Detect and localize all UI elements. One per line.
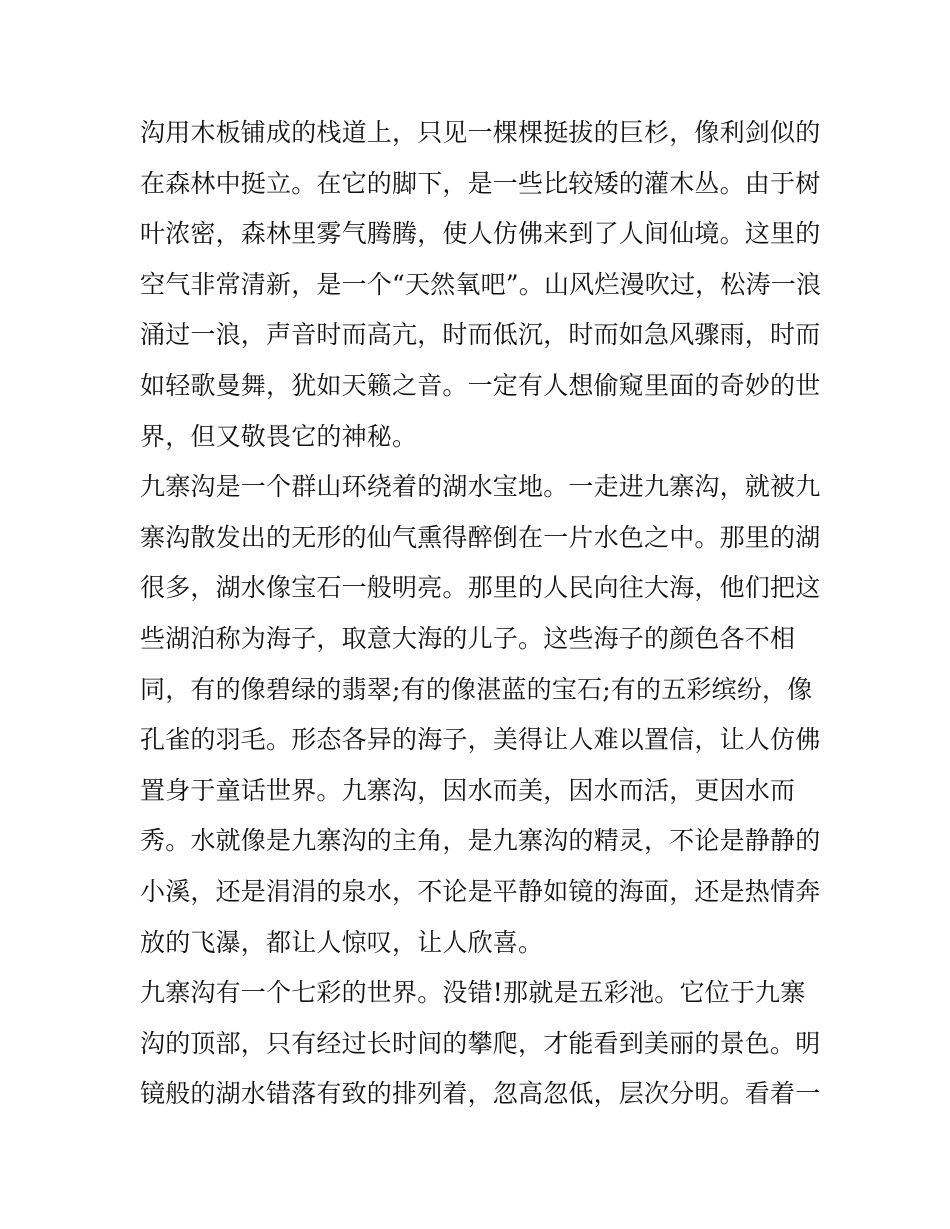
text-line: 很多，湖水像宝石一般明亮。那里的人民向往大海，他们把这: [140, 573, 821, 603]
text-line: 孔雀的羽毛。形态各异的海子，美得让人难以置信，让人仿佛: [140, 725, 821, 755]
text-line: 空气非常清新，是一个“天然氧吧”。山风烂漫吹过，松涛一浪: [140, 269, 822, 299]
text-line: 些湖泊称为海子，取意大海的儿子。这些海子的颜色各不相: [140, 623, 796, 653]
text-line: 同，有的像碧绿的翡翠;有的像湛蓝的宝石;有的五彩缤纷，像: [140, 674, 813, 704]
text-line: 寨沟散发出的无形的仙气熏得醉倒在一片水色之中。那里的湖: [140, 522, 821, 552]
text-line: 如轻歌曼舞，犹如天籁之音。一定有人想偷窥里面的奇妙的世: [140, 370, 821, 400]
text-line: 九寨沟是一个群山环绕着的湖水宝地。一走进九寨沟，就被九: [140, 472, 821, 502]
text-line: 置身于童话世界。九寨沟，因水而美，因水而活，更因水而: [140, 775, 796, 805]
text-line: 界，但又敬畏它的神秘。: [140, 421, 418, 451]
text-line: 在森林中挺立。在它的脚下，是一些比较矮的灌木丛。由于树: [140, 168, 821, 198]
text-line: 放的飞瀑，都让人惊叹，让人欣喜。: [140, 927, 544, 957]
text-line: 沟的顶部，只有经过长时间的攀爬，才能看到美丽的景色。明: [140, 1028, 821, 1058]
text-line: 九寨沟有一个七彩的世界。没错!那就是五彩池。它位于九寨: [140, 978, 806, 1008]
text-line: 镜般的湖水错落有致的排列着，忽高忽低，层次分明。看着一: [140, 1079, 821, 1109]
text-line: 沟用木板铺成的栈道上，只见一棵棵挺拔的巨杉，像利剑似的: [140, 118, 821, 147]
text-line: 秀。水就像是九寨沟的主角，是九寨沟的精灵，不论是静静的: [140, 826, 821, 856]
body-text: [140, 108, 820, 1120]
text-line: 涌过一浪，声音时而高亢，时而低沉，时而如急风骤雨，时而: [140, 320, 821, 350]
text-line: 叶浓密，森林里雾气腾腾，使人仿佛来到了人间仙境。这里的: [140, 219, 821, 249]
text-line: 小溪，还是涓涓的泉水，不论是平静如镜的海面，还是热情奔: [140, 876, 821, 906]
